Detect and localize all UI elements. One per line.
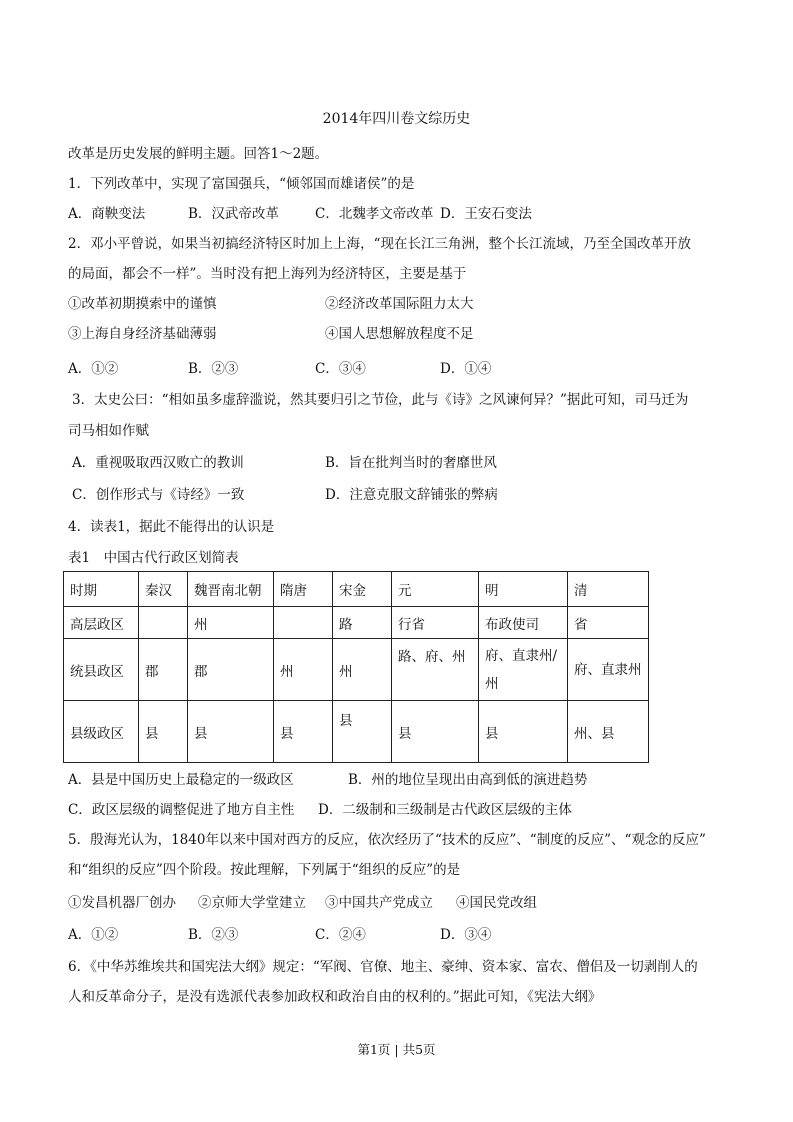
q5-item-1: ①发昌机器厂创办 bbox=[68, 895, 176, 911]
table-cell: 州 bbox=[274, 639, 333, 701]
table-cell: 路 bbox=[333, 607, 392, 639]
q1-option-c: C．北魏孝文帝改革 bbox=[315, 206, 434, 222]
q5-item-2: ②京师大学堂建立 bbox=[198, 895, 306, 911]
table-header-cell: 清 bbox=[568, 572, 649, 607]
q2-option-a: A．①② bbox=[68, 361, 119, 377]
q5-item-4: ④国民党改组 bbox=[456, 895, 537, 911]
table-cell: 县 bbox=[274, 701, 333, 763]
q3-option-d: D．注意克服文辞铺张的弊病 bbox=[325, 487, 498, 503]
q4-option-c: C．政区层级的调整促进了地方自主性 bbox=[68, 802, 295, 818]
table-cell: 府、直隶州 bbox=[568, 639, 649, 701]
table-header-cell: 隋唐 bbox=[274, 572, 333, 607]
table-caption: 表1 中国古代行政区划简表 bbox=[68, 550, 239, 566]
q2-stem: 2．邓小平曾说，如果当初搞经济特区时加上上海，“现在长江三角洲，整个长江流域，乃至全国改革开放 bbox=[68, 236, 691, 252]
table-cell: 州 bbox=[333, 639, 392, 701]
admin-division-table bbox=[63, 571, 649, 763]
table-cell bbox=[139, 607, 188, 639]
q4-option-b: B．州的地位呈现出由高到低的演进趋势 bbox=[348, 772, 588, 788]
q1-stem: 1．下列改革中，实现了富国强兵，“倾邻国而雄诸侯”的是 bbox=[68, 176, 415, 192]
q5-option-a: A．①② bbox=[68, 927, 119, 943]
table-cell: 州、县 bbox=[568, 701, 649, 763]
q4-option-d: D．二级制和三级制是古代政区层级的主体 bbox=[318, 802, 572, 818]
q1-option-d: D．王安石变法 bbox=[440, 206, 532, 222]
q5-item-3: ③中国共产党成立 bbox=[325, 895, 433, 911]
table-cell: 郡 bbox=[188, 639, 274, 701]
q2-item-1: ①改革初期摸索中的谨慎 bbox=[68, 296, 217, 312]
table-cell: 县 bbox=[392, 701, 479, 763]
table-header-cell: 魏晋南北朝 bbox=[188, 572, 274, 607]
q2-option-d: D．①④ bbox=[440, 361, 492, 377]
table-cell: 县 bbox=[479, 701, 568, 763]
q3-option-c: C．创作形式与《诗经》一致 bbox=[72, 487, 245, 503]
table-cell: 郡 bbox=[139, 639, 188, 701]
table-cell: 县级政区 bbox=[64, 701, 139, 763]
table-cell: 统县政区 bbox=[64, 639, 139, 701]
table-cell: 县 bbox=[188, 701, 274, 763]
q5-stem: 5．殷海光认为，1840年以来中国对西方的反应，依次经历了“技术的反应”、“制度的反应”、“观念的反应” bbox=[68, 832, 706, 848]
table-cell bbox=[274, 607, 333, 639]
q5-stem-cont: 和“组织的反应”四个阶段。按此理解，下列属于“组织的反应”的是 bbox=[68, 862, 461, 878]
q4-option-a: A．县是中国历史上最稳定的一级政区 bbox=[68, 772, 294, 788]
q5-option-b: B．②③ bbox=[188, 927, 239, 943]
table-header-cell: 明 bbox=[479, 572, 568, 607]
q6-stem: 6．《中华苏维埃共和国宪法大纲》规定：“军阀、官僚、地主、豪绅、资本家、富农、僧侣及一切剥削人的 bbox=[68, 959, 698, 975]
page-title: 2014年四川卷文综历史 bbox=[322, 111, 471, 127]
table-cell: 州 bbox=[188, 607, 274, 639]
table-cell: 县 bbox=[139, 701, 188, 763]
q2-item-3: ③上海自身经济基础薄弱 bbox=[68, 326, 217, 342]
q4-stem: 4．读表1，据此不能得出的认识是 bbox=[68, 519, 275, 535]
table-cell: 行省 bbox=[392, 607, 479, 639]
q2-item-2: ②经济改革国际阻力太大 bbox=[325, 296, 474, 312]
q5-option-d: D．③④ bbox=[440, 927, 492, 943]
q3-option-b: B．旨在批判当时的奢靡世风 bbox=[325, 455, 497, 471]
table-cell: 高层政区 bbox=[64, 607, 139, 639]
intro-text: 改革是历史发展的鲜明主题。回答1～2题。 bbox=[68, 146, 329, 162]
page-footer: 第1页 | 共5页 bbox=[357, 1042, 436, 1057]
q1-option-a: A．商鞅变法 bbox=[68, 206, 146, 222]
q1-option-b: B．汉武帝改革 bbox=[188, 206, 279, 222]
table-cell: 县 bbox=[333, 701, 392, 763]
q3-option-a: A．重视吸取西汉败亡的教训 bbox=[72, 455, 244, 471]
q3-stem: 3．太史公曰：“相如虽多虚辞滥说，然其要归引之节俭，此与《诗》之风谏何异？”据此可知，司马迁为 bbox=[72, 392, 689, 408]
q2-stem-cont: 的局面，都会不一样”。当时没有把上海列为经济特区，主要是基于 bbox=[68, 266, 467, 282]
table-header-cell: 元 bbox=[392, 572, 479, 607]
table-cell: 府、直隶州/州 bbox=[479, 639, 568, 701]
q2-option-c: C．③④ bbox=[315, 361, 366, 377]
q2-item-4: ④国人思想解放程度不足 bbox=[325, 326, 474, 342]
table-header-cell: 宋金 bbox=[333, 572, 392, 607]
table-cell: 路、府、州 bbox=[392, 639, 479, 701]
q3-stem-cont: 司马相如作赋 bbox=[68, 423, 149, 439]
q2-option-b: B．②③ bbox=[188, 361, 239, 377]
table-header-cell: 秦汉 bbox=[139, 572, 188, 607]
table-header-cell: 时期 bbox=[64, 572, 139, 607]
table-cell: 布政使司 bbox=[479, 607, 568, 639]
table-cell: 省 bbox=[568, 607, 649, 639]
q6-stem-cont: 人和反革命分子，是没有选派代表参加政权和政治自由的权利的。”据此可知，《宪法大纲》 bbox=[68, 989, 602, 1005]
q5-option-c: C．②④ bbox=[315, 927, 366, 943]
